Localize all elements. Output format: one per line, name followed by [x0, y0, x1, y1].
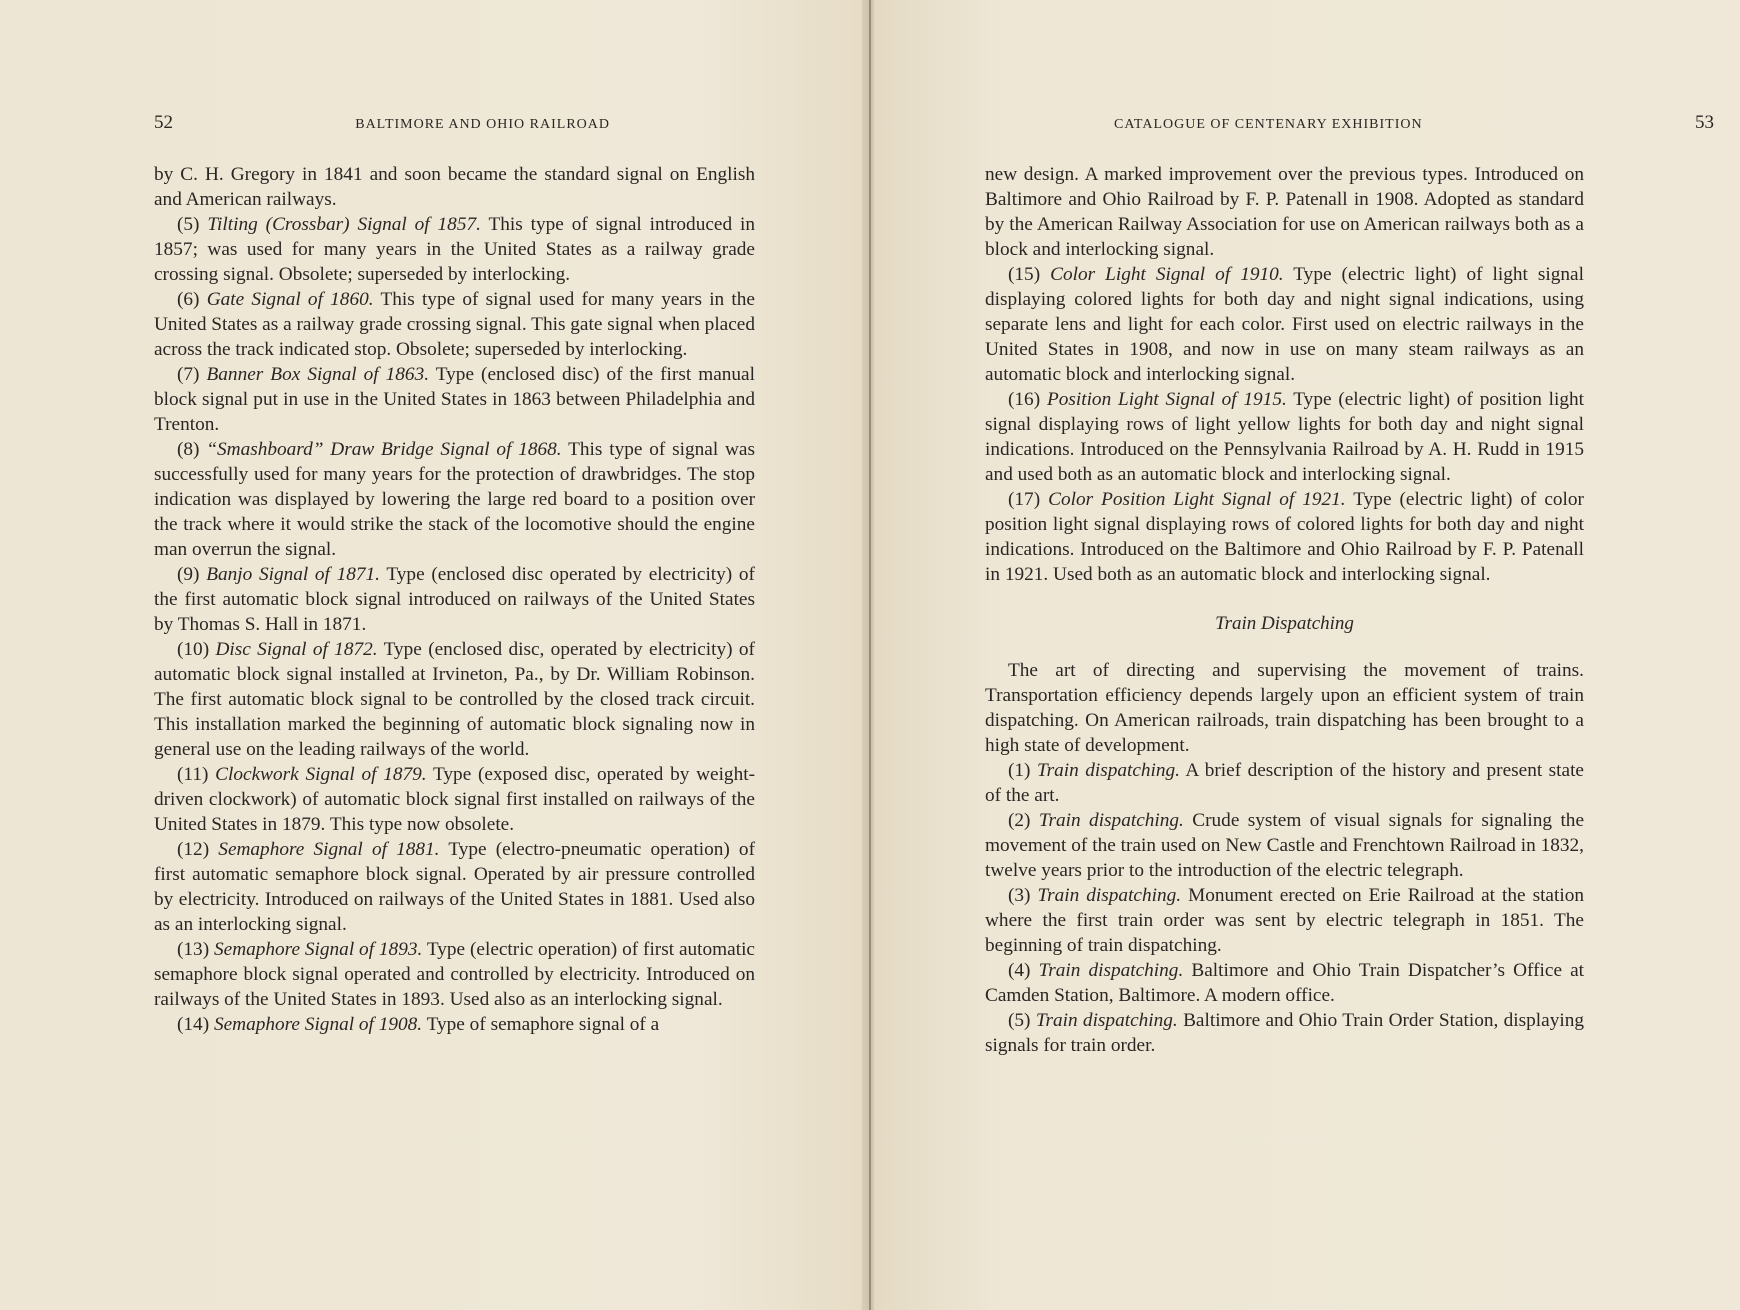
catalogue-entry	[985, 958, 1584, 1008]
entry-number: (2)	[1008, 810, 1031, 831]
catalogue-entry	[154, 937, 755, 1012]
entry-number: (16)	[1008, 389, 1041, 410]
entry-title: Tilting (Crossbar) Signal of 1857.	[207, 214, 481, 235]
catalogue-entry	[154, 762, 755, 837]
catalogue-entry	[985, 1008, 1584, 1058]
entry-number: (13)	[177, 939, 210, 960]
entry-text: Type (enclosed disc) of the first manual block signal put in use in the United States in 1863 between Philadelphia and Trenton.	[154, 364, 755, 435]
entry-title: “Smashboard” Draw Bridge Signal of 1868.	[206, 439, 562, 460]
left-page	[0, 0, 866, 1310]
entry-number: (9)	[177, 564, 200, 585]
right-page-body	[985, 162, 1584, 1058]
entry-title: Train dispatching.	[1036, 760, 1181, 781]
entry-number: (14)	[177, 1014, 210, 1035]
catalogue-entry	[154, 562, 755, 637]
entry-title: Train dispatching.	[1037, 885, 1182, 906]
catalogue-entry	[154, 212, 755, 287]
entry-text: A brief description of the history and present state of the art.	[985, 760, 1584, 806]
entry-number: (10)	[177, 639, 210, 660]
paragraph-text: by C. H. Gregory in 1841 and soon became the standard signal on English and American railways.	[154, 164, 755, 210]
catalogue-entry	[985, 487, 1584, 587]
entry-title: Disc Signal of 1872.	[215, 639, 378, 660]
entry-title: Semaphore Signal of 1893.	[214, 939, 423, 960]
entry-title: Train dispatching.	[1038, 960, 1184, 981]
entry-text: Crude system of visual signals for signaling the movement of the train used on New Castle and Frenchtown Railroad in 1832, twelve years prior to the introduction of the electric telegraph.	[985, 810, 1584, 881]
entry-number: (4)	[1008, 960, 1031, 981]
entry-number: (5)	[1008, 1010, 1031, 1031]
entry-number: (3)	[1008, 885, 1031, 906]
catalogue-entry	[985, 262, 1584, 387]
paragraph	[154, 162, 755, 212]
catalogue-entry	[154, 287, 755, 362]
entry-title: Semaphore Signal of 1908.	[213, 1014, 423, 1035]
catalogue-entry	[154, 362, 755, 437]
entry-text: Type (electro-pneumatic operation) of first automatic semaphore block signal. Operated by air pressure controlled by electricity. Introduced on railways of the United States in 1881. Used also as an interlocking signal.	[154, 839, 755, 935]
entry-title: Gate Signal of 1860.	[206, 289, 374, 310]
entry-number: (8)	[177, 439, 200, 460]
entry-title: Banner Box Signal of 1863.	[206, 364, 430, 385]
entry-text: Type (electric light) of light signal displaying colored lights for both day and night signal indications, using separate lens and light for each color. First used on electric railways in the United States in 1908, and now in use on many steam railways as an automatic block and interlocking signal.	[985, 264, 1584, 385]
entry-text: Type (electric light) of color position light signal displaying rows of colored lights for both day and night indications. Introduced on the Baltimore and Ohio Railroad by F. P. Patenall in 1921. Used both as an automatic block and interlocking signal.	[985, 489, 1584, 585]
entry-text: Type (exposed disc, operated by weight-driven clockwork) of automatic block signal first installed on railways of the United States in 1879. This type now obsolete.	[154, 764, 755, 835]
entry-text: This type of signal used for many years in the United States as a railway grade crossing signal. This gate signal when placed across the track indicated stop. Obsolete; superseded by interlocking.	[154, 289, 755, 360]
catalogue-entry	[154, 437, 755, 562]
catalogue-entry	[985, 883, 1584, 958]
paragraph	[985, 162, 1584, 262]
left-page-body	[154, 162, 755, 1037]
left-page-header	[154, 112, 760, 140]
entry-text: Baltimore and Ohio Train Dispatcher’s Office at Camden Station, Baltimore. A modern office.	[985, 960, 1584, 1006]
section-heading: Train Dispatching	[1215, 613, 1354, 634]
entry-text: Baltimore and Ohio Train Order Station, displaying signals for train order.	[985, 1010, 1584, 1056]
entry-number: (12)	[177, 839, 210, 860]
entry-title: Train dispatching.	[1038, 810, 1184, 831]
entry-text: Monument erected on Erie Railroad at the station where the first train order was sent by electric telegraph in 1851. The beginning of train dispatching.	[985, 885, 1584, 956]
entry-number: (1)	[1008, 760, 1031, 781]
entry-title: Color Light Signal of 1910.	[1050, 264, 1284, 285]
catalogue-entry	[154, 637, 755, 762]
running-head: CATALOGUE OF CENTENARY EXHIBITION	[1114, 117, 1423, 132]
entry-text: Type (enclosed disc operated by electricity) of the first automatic block signal introduced on railways of the United States by Thomas S. Hall in 1871.	[154, 564, 755, 635]
entry-number: (15)	[1008, 264, 1041, 285]
running-head: BALTIMORE AND OHIO RAILROAD	[355, 117, 610, 132]
catalogue-entry	[985, 387, 1584, 487]
entry-title: Clockwork Signal of 1879.	[215, 764, 427, 785]
entry-text: Type of semaphore signal of a	[426, 1014, 660, 1035]
catalogue-entry	[985, 808, 1584, 883]
entry-number: (5)	[177, 214, 200, 235]
entry-number: (6)	[177, 289, 200, 310]
entry-text: Type (enclosed disc, operated by electricity) of automatic block signal installed at Irvineton, Pa., by Dr. William Robinson. The first automatic block signal to be controlled by the closed track circuit. This installation marked the beginning of automatic block signaling now in general use on the leading railways of the world.	[154, 639, 755, 760]
entry-text: Type (electric light) of position light signal displaying rows of light yellow lights for both day and night signal indications. Introduced on the Pennsylvania Railroad by A. H. Rudd in 1915 and used both as an automatic block and interlocking signal.	[985, 389, 1584, 485]
right-page-header	[1114, 112, 1714, 140]
entry-text: This type of signal was successfully used for many years for the protection of drawbridges. The stop indication was displayed by lowering the large red board to a position over the track where it would strike the stack of the locomotive should the engine man overrun the signal.	[154, 439, 755, 560]
entry-title: Banjo Signal of 1871.	[206, 564, 380, 585]
catalogue-entry	[154, 837, 755, 937]
catalogue-entry	[985, 758, 1584, 808]
page-number: 52	[154, 112, 173, 133]
paragraph	[985, 658, 1584, 758]
entry-number: (11)	[177, 764, 209, 785]
entry-title: Train dispatching.	[1035, 1010, 1178, 1031]
entry-number: (17)	[1008, 489, 1041, 510]
paragraph-text: new design. A marked improvement over the previous types. Introduced on Baltimore and Ohio Railroad by F. P. Patenall in 1908. Adopted as standard by the American Railway Association for use on American railways both as a block and interlocking signal.	[985, 164, 1584, 260]
page-number: 53	[1695, 112, 1714, 133]
paragraph-text: The art of directing and supervising the movement of trains. Transportation efficiency depends largely upon an efficient system of train dispatching. On American railroads, train dispatching has been brought to a high state of development.	[985, 660, 1584, 756]
entry-number: (7)	[177, 364, 200, 385]
catalogue-entry	[154, 1012, 755, 1037]
entry-title: Semaphore Signal of 1881.	[218, 839, 440, 860]
entry-text: Type (electric operation) of first automatic semaphore block signal operated and controlled by electricity. Introduced on railways of the United States in 1893. Used also as an interlocking signal.	[154, 939, 755, 1010]
entry-title: Position Light Signal of 1915.	[1046, 389, 1287, 410]
entry-text: This type of signal introduced in 1857; was used for many years in the United States as a railway grade crossing signal. Obsolete; superseded by interlocking.	[154, 214, 755, 285]
entry-title: Color Position Light Signal of 1921.	[1048, 489, 1346, 510]
